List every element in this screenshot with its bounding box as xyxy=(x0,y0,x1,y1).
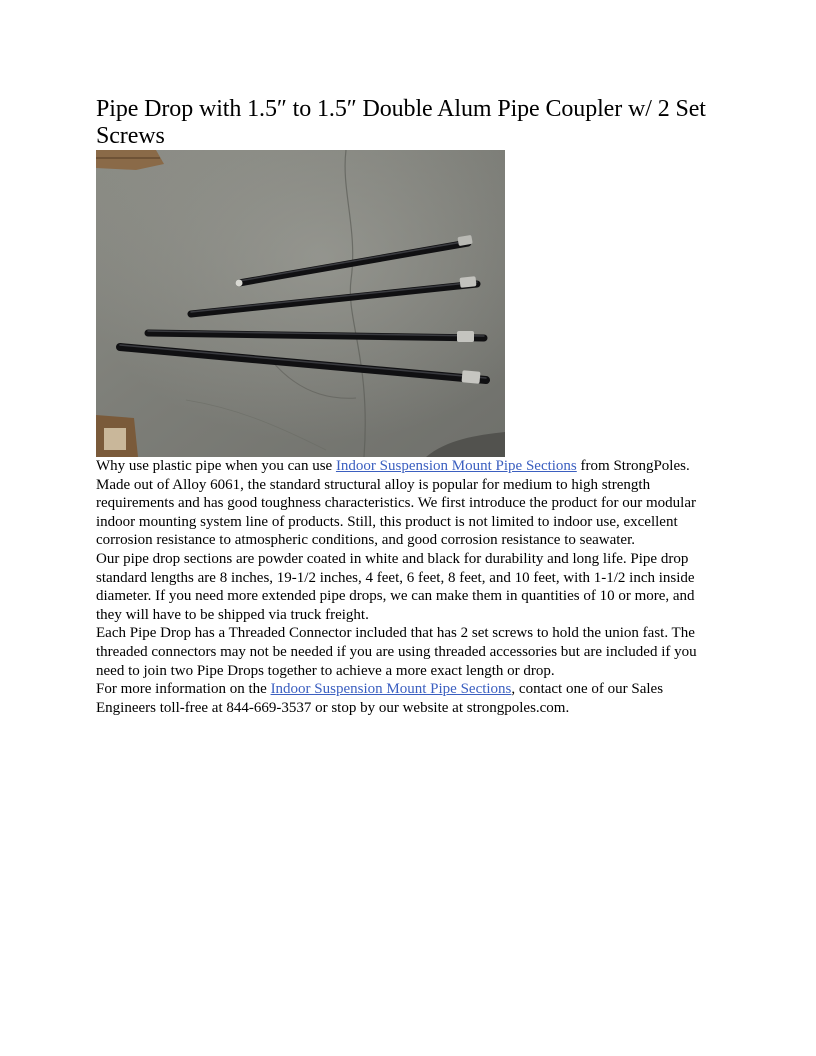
paragraph-contact xyxy=(96,680,720,717)
indoor-suspension-link-2[interactable]: Indoor Suspension Mount Pipe Sections xyxy=(270,681,512,698)
paragraph-contact-text-before: For more information on the xyxy=(96,681,271,698)
document-page xyxy=(96,96,720,717)
page-title: Pipe Drop with 1.5″ to 1.5″ Double Alum Pipe Coupler w/ 2 Set Screws xyxy=(96,96,706,149)
paragraph-intro xyxy=(96,457,720,550)
paragraph-threaded-connector: Each Pipe Drop has a Threaded Connector included that has 2 set screws to hold the union fast. The threaded connectors may not be needed if you are using threaded accessories but are included if you need to join two Pipe Drops together to achieve a more exact length or drop. xyxy=(96,625,697,679)
paragraph-intro-text-after: from StrongPoles. Made out of Alloy 6061, the standard structural alloy is popular for medium to high strength requirements and has good toughness characteristics. We first introduce the product for our modular indoor mounting system line of products. Still, this product is not limited to indoor use, excellent corrosion resistance to atmospheric conditions, and good corrosion resistance to seawater. xyxy=(96,458,697,549)
paragraph-powder-coat: Our pipe drop sections are powder coated in white and black for durability and long life. Pipe drop standard lengths are 8 inches, 19-1/2 inches, 4 feet, 6 feet, 8 feet, and 10 feet, with 1-1/2 inch inside diameter. If you need more extended pipe drops, we can make them in quantities of 10 or more, and they will have to be shipped via truck freight. xyxy=(96,550,695,623)
paragraph-contact-text-after: , contact one of our Sales Engineers toll-free at 844-669-3537 or stop by our website at strongpoles.com. xyxy=(96,681,664,716)
indoor-suspension-link[interactable]: Indoor Suspension Mount Pipe Sections xyxy=(335,458,577,474)
paragraph-intro-text-before: Why use plastic pipe when you can use xyxy=(96,458,336,474)
product-photo xyxy=(96,150,505,457)
